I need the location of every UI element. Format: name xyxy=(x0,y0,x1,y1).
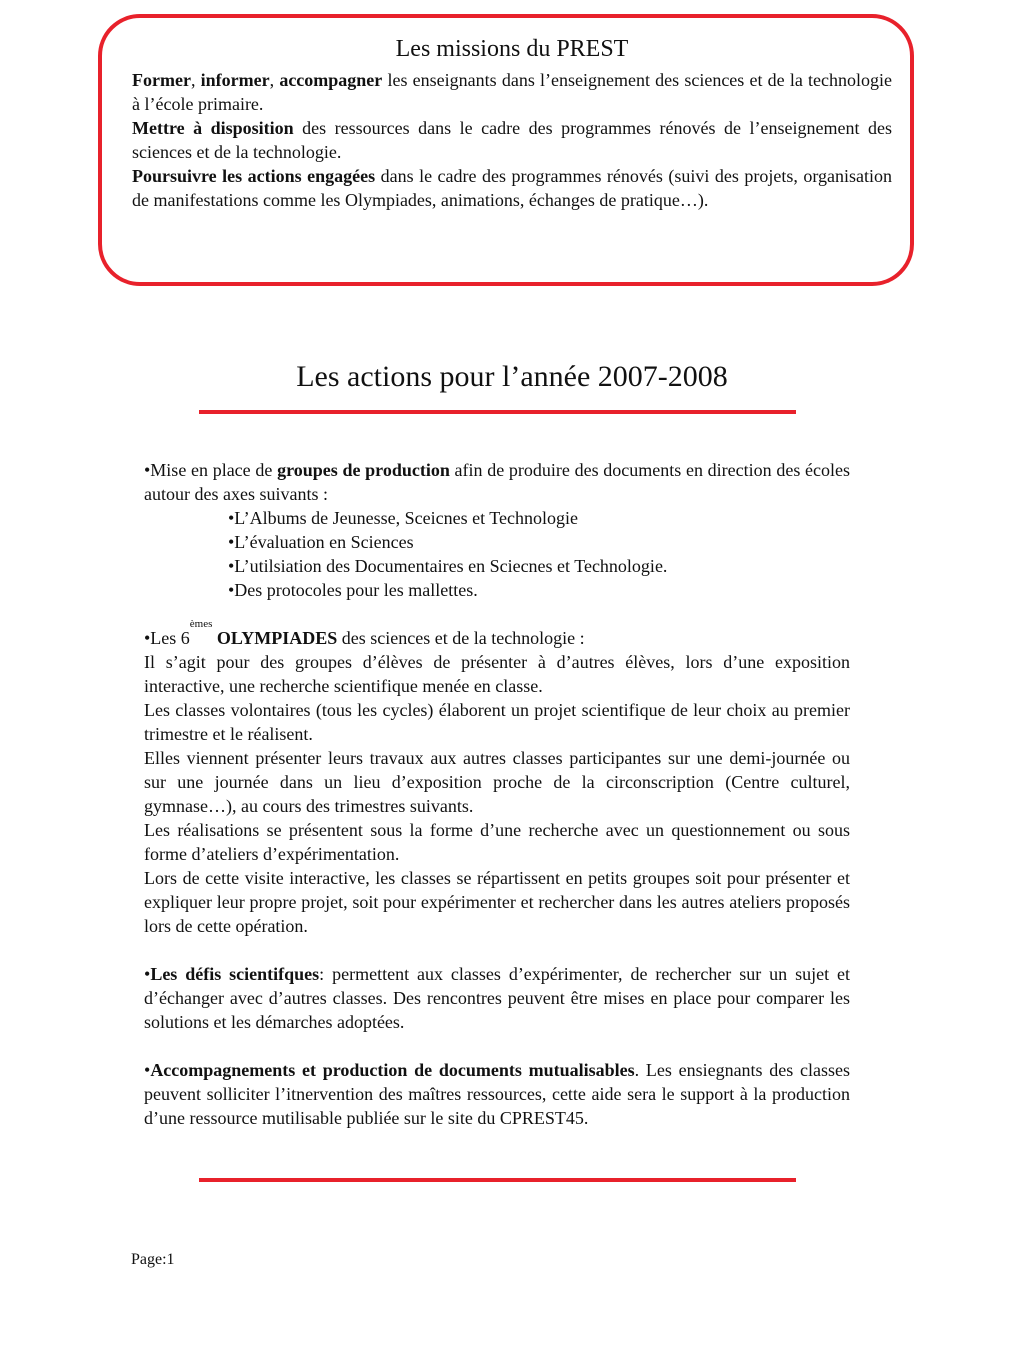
actions-content xyxy=(144,458,850,1130)
bold-groupes-de-production: groupes de production xyxy=(277,460,450,480)
olympiades-heading xyxy=(144,618,850,650)
mission-paragraph-2 xyxy=(132,116,892,164)
accompagnements-paragraph xyxy=(144,1058,850,1130)
mission-paragraph-1 xyxy=(132,68,892,116)
olympiades-paragraph: Elles viennent présenter leurs travaux aux autres classes participantes sur une demi-journée ou sur une journée dans un lieu d’exposition proche de la circonscription (Centre culturel, gymnase…), au cours des trimestres suivants. xyxy=(144,748,850,816)
mission-3-text: dans le cadre des programmes rénovés (suivi des projets, organisation de manifestations comme les Olympiades, animations, échanges de pratique…). xyxy=(132,166,892,210)
groupes-paragraph xyxy=(144,458,850,506)
olympiades-paragraph: Il s’agit pour des groupes d’élèves de présenter à d’autres élèves, lors d’une exposition interactive, une recherche scientifique menée en classe. xyxy=(144,652,850,696)
separator: , xyxy=(269,70,280,90)
list-item: •L’utilsiation des Documentaires en Sciecnes et Technologie. xyxy=(228,556,668,576)
olympiades-text: des sciences et de la technologie : xyxy=(337,628,585,648)
page-number: Page:1 xyxy=(131,1251,175,1268)
spacer xyxy=(144,602,850,626)
defis-paragraph xyxy=(144,962,850,1034)
olympiades-paragraph: Les réalisations se présentent sous la forme d’une recherche avec un questionnement ou sous forme d’ateliers d’expérimentation. xyxy=(144,820,850,864)
bold-poursuivre: Poursuivre les actions engagées xyxy=(132,166,376,186)
groupes-text: afin de produire des documents en direction des écoles autour des axes suivants : xyxy=(144,460,851,504)
bold-accompagner: accompagner xyxy=(279,70,383,90)
mission-paragraph-3 xyxy=(132,164,892,212)
missions-box xyxy=(98,14,914,286)
olympiades-paragraph: Lors de cette visite interactive, les classes se répartissent en petits groupes soit pour présenter et expliquer leur propre projet, soit pour expérimenter et rechercher dans les autres ateliers proposés lors de cette opération. xyxy=(144,868,850,936)
list-item: •Des protocoles pour les mallettes. xyxy=(228,580,478,600)
bold-mettre-a-disposition: Mettre à disposition xyxy=(132,118,294,138)
bold-former: Former xyxy=(132,70,191,90)
groupes-intro: •Mise en place de xyxy=(144,460,278,480)
list-item: •L’Albums de Jeunesse, Sceicnes et Technologie xyxy=(228,508,578,528)
superscript-emes: èmes xyxy=(189,618,213,630)
axes-list xyxy=(144,506,850,602)
bullet: • xyxy=(144,964,151,984)
red-divider-bottom xyxy=(199,1178,796,1182)
bold-defis: Les défis scientifques xyxy=(150,964,320,984)
olympiades-paragraph: Les classes volontaires (tous les cycles) élaborent un projet scientifique de leur choix au premier trimestre et le réalisent. xyxy=(144,700,850,744)
bold-accompagnements: Accompagnements et production de documents mutualisables xyxy=(150,1060,635,1080)
missions-title: Les missions du PREST xyxy=(395,36,629,62)
defis-text: : permettent aux classes d’expérimenter, de rechercher sur un sujet et d’échanger avec d’autres classes. Des rencontres peuvent être mises en place pour comparer les solutions et les démarches adoptées. xyxy=(144,964,850,1032)
spacer xyxy=(144,1034,850,1058)
bullet: • xyxy=(144,1060,151,1080)
list-item: •L’évaluation en Sciences xyxy=(228,532,414,552)
actions-title: Les actions pour l’année 2007-2008 xyxy=(296,360,728,393)
olympiades-intro: •Les 6 xyxy=(144,628,190,648)
bold-olympiades: OLYMPIADES xyxy=(212,628,338,648)
accompagnements-text: . Les ensiegnants des classes peuvent solliciter l’itnervention des maîtres ressources, cette aide sera le support à la production d’une ressource mutilisable publiée sur le site du CPREST45. xyxy=(144,1060,850,1128)
spacer xyxy=(144,938,850,962)
mission-2-text: des ressources dans le cadre des programmes rénovés de l’enseignement des sciences et de la technologie. xyxy=(132,118,892,162)
bold-informer: informer xyxy=(200,70,270,90)
red-divider-top xyxy=(199,410,796,414)
separator: , xyxy=(190,70,201,90)
mission-1-text: les enseignants dans l’enseignement des sciences et de la technologie à l’école primaire. xyxy=(132,70,892,114)
